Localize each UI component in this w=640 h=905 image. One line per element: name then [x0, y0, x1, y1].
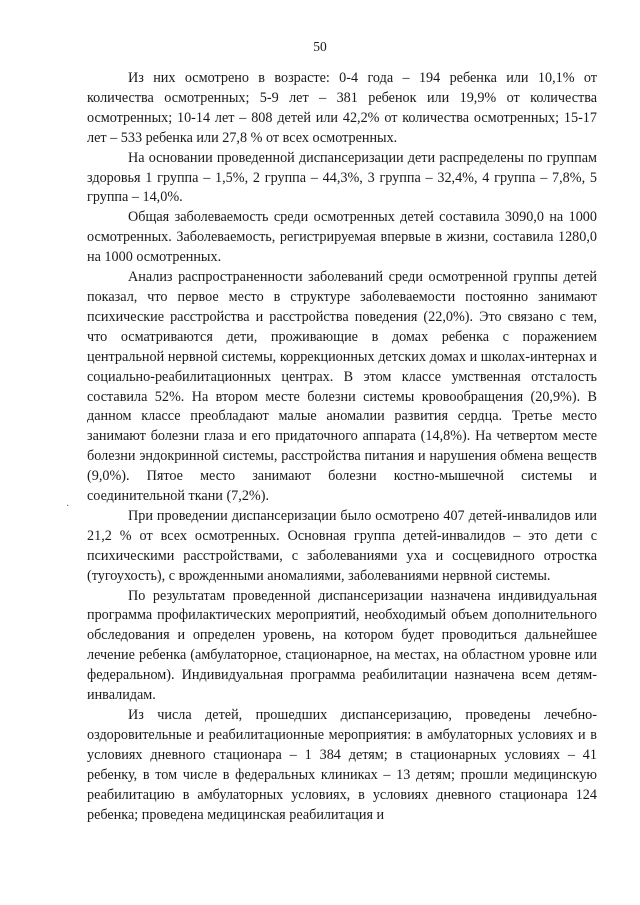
paragraph-disease-structure: Анализ распространенности заболеваний среди осмотренной группы детей показал, что первое место в структуре заболеваемости постоянно занимают психические расстройства и расстройства поведения (22,0%). Это связано с тем, что осматриваются дети, проживающие в домах ребенка с поражением центральной нервной системы, коррекционных детских домах и школах-интернах и социально-реабилитационных центрах. В этом классе умственная отсталость составила 52%. На втором месте болезни системы кровообращения (20,9%). В данном классе преобладают малые аномалии развития сердца. Третье место занимают болезни глаза и его придаточного аппарата (14,8%). На четвертом месте болезни эндокринной системы, расстройства питания и нарушения обмена веществ (9,0%). Пятое место занимают болезни костно-мышечной системы и соединительной ткани (7,2%). [87, 269, 597, 505]
paragraph-disabled-children: При проведении диспансеризации было осмотрено 407 детей-инвалидов или 21,2 % от всех осмотренных. Основная группа детей-инвалидов – это дети с психическими расстройствами, с заболеваниями уха и сосцевидного отростка (тугоухость), с врожденными аномалиями, заболеваниями нервной системы. [87, 507, 597, 584]
paragraph-individual-program: По результатам проведенной диспансеризации назначена индивидуальная программа профилактических мероприятий, необходимый объем дополнительного обследования и определен уровень, на котором будет проводиться дальнейшее лечение ребенка (амбулаторное, стационарное, на местах, на областном уровне или федеральном). Индивидуальная программа реабилитации назначена всем детям-инвалидам. [87, 587, 597, 704]
paragraph-rehabilitation: Из числа детей, прошедших диспансеризацию, проведены лечебно-оздоровительные и реабилитационные мероприятия: в амбулаторных условиях и в условиях дневного стационара – 1 384 детям; в стационарных условиях – 41 ребенку, в том числе в федеральных клиниках – 13 детям; прошли медицинскую реабилитацию в амбулаторных условиях, в условиях дневного стационара 124 ребенка; проведена медицинская реабилитация и [87, 707, 597, 823]
paragraph-morbidity: Общая заболеваемость среди осмотренных детей составила 3090,0 на 1000 осмотренных. Заболеваемость, регистрируемая впервые в жизни, составила 1280,0 на 1000 осмотренных. [87, 209, 597, 266]
paragraph-age-groups: Из них осмотрено в возрасте: 0-4 года – 194 ребенка или 10,1% от количества осмотренных; 5-9 лет – 381 ребенок или 19,9% от количества осмотренных; 10-14 лет – 808 детей или 42,2% от количества осмотренных; 15-17 лет – 533 ребенка или 27,8 % от всех осмотренных. [87, 70, 597, 146]
body-text [87, 69, 597, 825]
paragraph-health-groups: На основании проведенной диспансеризации дети распределены по группам здоровья 1 группа – 1,5%, 2 группа – 44,3%, 3 группа – 32,4%, 4 группа – 7,8%, 5 группа – 14,0%. [87, 149, 597, 206]
margin-mark: · [66, 501, 70, 512]
page-number: 50 [313, 39, 327, 54]
